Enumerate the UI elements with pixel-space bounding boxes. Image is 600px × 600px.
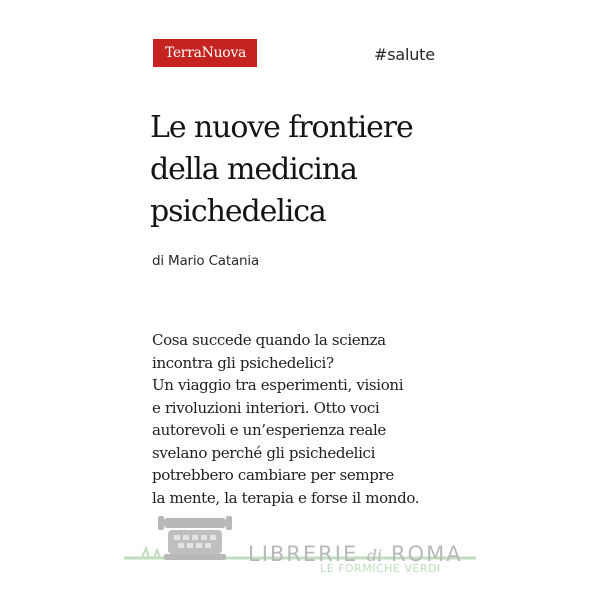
publisher-logo <box>153 39 257 67</box>
category-tag: #salute <box>374 45 435 64</box>
blurb-line: svelano perché gli psichedelici <box>152 443 376 462</box>
blurb-line: Cosa succede quando la scienza <box>152 331 386 349</box>
title-line: Le nuove frontiere <box>150 110 413 145</box>
cover-blurb <box>152 329 419 509</box>
blurb-line: autorevoli e un’esperienza reale <box>152 421 386 439</box>
bookstore-watermark <box>120 508 480 578</box>
publisher-logo-text: TerraNuova <box>164 45 247 61</box>
watermark-word-di: di <box>366 546 383 565</box>
watermark-subtitle: LE FORMICHE VERDI <box>320 562 441 575</box>
author-line: di Mario Catania <box>152 253 260 269</box>
blurb-line: e rivoluzioni interiori. Otto voci <box>152 398 380 417</box>
blurb-line: potrebbero cambiare per sempre <box>152 466 394 484</box>
blurb-line: incontra gli psichedelici? <box>152 353 334 372</box>
title-line: psichedelica <box>150 194 326 229</box>
watermark-word-librerie: LIBRERIE <box>248 542 359 566</box>
book-title <box>150 107 413 233</box>
blurb-line: Un viaggio tra esperimenti, visioni <box>152 376 404 394</box>
watermark-word-roma: ROMA <box>390 542 463 566</box>
title-line: della medicina <box>150 152 357 187</box>
blurb-line: la mente, la terapia e forse il mondo. <box>152 488 420 507</box>
